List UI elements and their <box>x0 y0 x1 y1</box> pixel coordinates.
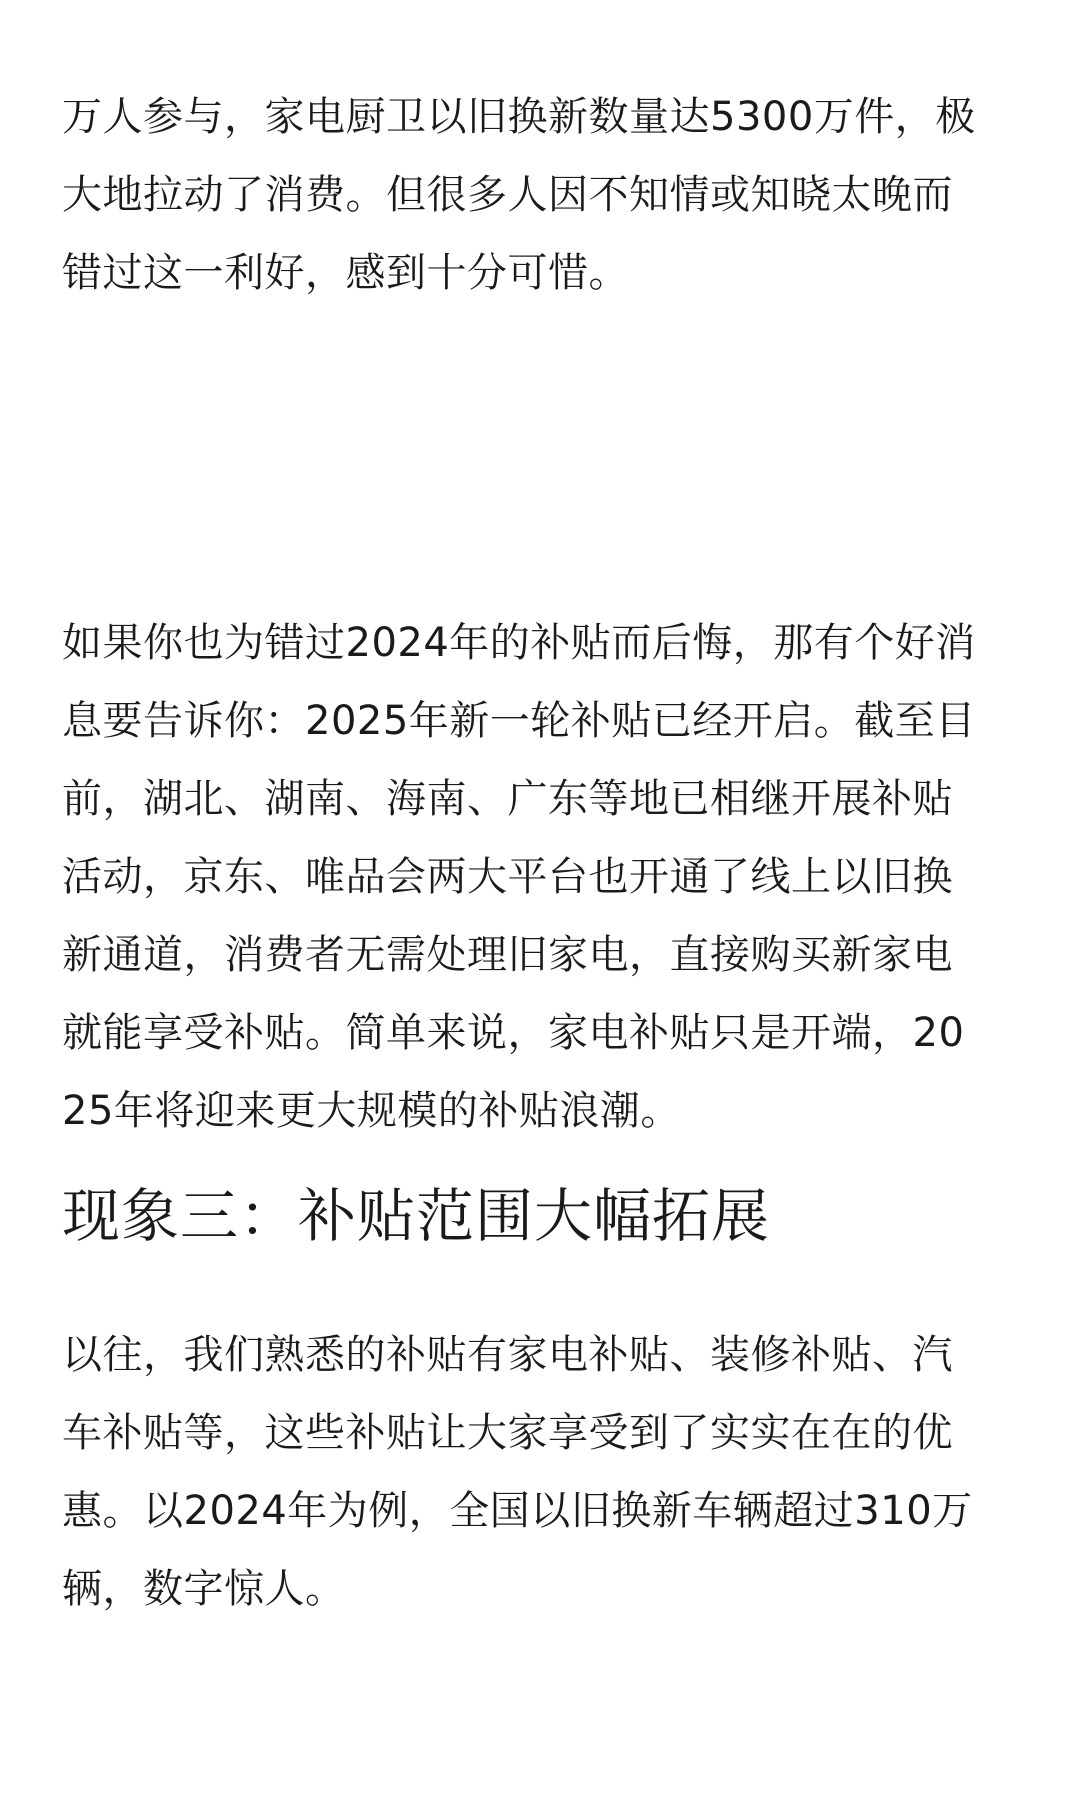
paragraph-line: 新通道，消费者无需处理旧家电，直接购买新家电 <box>62 932 953 978</box>
paragraph-line: 以往，我们熟悉的补贴有家电补贴、装修补贴、汽 <box>62 1332 953 1378</box>
paragraph-line: 惠。以2024年为例，全国以旧换新车辆超过310万 <box>62 1488 973 1534</box>
paragraph-line: 25年将迎来更大规模的补贴浪潮。 <box>62 1088 681 1134</box>
paragraph-line: 错过这一利好，感到十分可惜。 <box>62 250 629 296</box>
paragraph-line: 如果你也为错过2024年的补贴而后悔，那有个好消 <box>62 620 976 666</box>
paragraph-line: 息要告诉你：2025年新一轮补贴已经开启。截至目 <box>62 698 976 744</box>
paragraph-line: 活动，京东、唯品会两大平台也开通了线上以旧换 <box>62 854 953 900</box>
paragraph-line: 车补贴等，这些补贴让大家享受到了实实在在的优 <box>62 1410 953 1456</box>
paragraph-line: 辆，数字惊人。 <box>62 1566 346 1612</box>
paragraph-line: 万人参与，家电厨卫以旧换新数量达5300万件，极 <box>62 94 976 140</box>
paragraph-line: 前，湖北、湖南、海南、广东等地已相继开展补贴 <box>62 776 953 822</box>
paragraph-2 <box>62 604 976 1150</box>
paragraph-line: 大地拉动了消费。但很多人因不知情或知晓太晚而 <box>62 172 953 218</box>
paragraph-3 <box>62 1316 973 1628</box>
section-heading: 现象三：补贴范围大幅拓展 <box>62 1182 771 1250</box>
paragraph-line: 就能享受补贴。简单来说，家电补贴只是开端，20 <box>62 1010 965 1056</box>
paragraph-1 <box>62 78 976 312</box>
